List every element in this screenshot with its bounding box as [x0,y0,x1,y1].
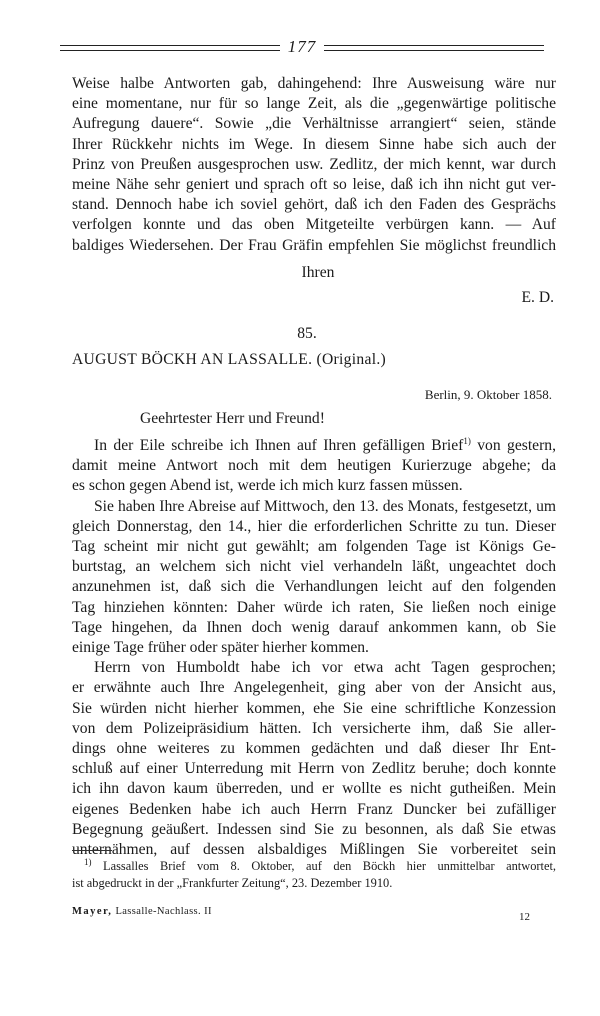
header-rule-right [324,45,544,51]
text-line: er erwähnte auch Ihre Angelegenheit, ging aber von der Ansicht aus, [72,679,556,697]
footnote-marker: 1) [84,856,92,867]
text-line: stand. Dennoch habe ich soviel gehört, daß ich den Faden des Gesprächs [72,196,556,214]
letter-title: AUGUST BÖCKH AN LASSALLE. (Original.) [72,351,387,368]
letter-closing: Ihren [301,264,335,281]
text-line: gleich Donnerstag, den 14., hier die erforderlichen Schritte zu tun. Dieser [72,517,556,535]
text-line: Tag scheint mir nicht gut gewählt; am folgenden Tage ist Königs Ge- [72,538,556,556]
continuation-paragraph [72,74,556,256]
letter-signature: E. D. [521,289,554,306]
text-line: Aufregung dauere“. Sowie „die Verhältnisse arrangiert“ seien, stände [72,115,556,133]
text-line: es schon gegen Abend ist, werde ich mich kurz fassen müssen. [72,477,463,495]
text-line: burtstag, an welchem sich nicht viel verhandeln läßt, ungeachtet doch [72,558,556,576]
letter-number: 85. [297,325,317,342]
signature-author: Mayer, [72,906,113,917]
letter-body [72,436,556,860]
text-line: verfolgen konnte und das oben Mitgeteilte verbürgen kann. — Auf [72,216,556,234]
footnote [72,858,556,892]
text-line: baldiges Wiedersehen. Der Frau Gräfin empfehlen Sie möglichst freundlich [72,236,556,254]
page-number: 177 [287,37,317,56]
sheet-number: 12 [519,911,530,923]
text-line: In der Eile schreibe ich Ihnen auf Ihren gefälligen Brief$^{1)}$ von gestern, [94,435,556,454]
text-line: Sie würden nicht hierher kommen, ehe Sie eine schriftliche Konzession [72,699,556,717]
footnote-marker[interactable]: 1) [463,435,471,446]
text-line: Tag hinziehen könnten: Daher würde ich raten, Sie ließen noch einige [72,598,556,616]
printer-signature-mark [72,906,212,917]
page-header [60,38,544,58]
text-line: anzunehmen ist, daß sich die Verhandlungen leicht auf den folgenden [72,578,556,596]
text-line: schluß auf einer Unterredung mit Herrn von Zedlitz beruhe; doch konnte [72,760,556,778]
letter-salutation: Geehrtester Herr und Freund! [140,410,325,427]
text-line: eine momentane, nur für so lange Zeit, als die „gegenwärtige politische [72,95,556,113]
letter-dateline: Berlin, 9. Oktober 1858. [424,387,552,402]
text-line: eigenes Bedenken habe ich auch Herrn Franz Duncker bei zufälliger [72,800,556,818]
text-line: Prinz von Preußen ausgesprochen usw. Zedlitz, der mich kennt, war durch [72,155,556,173]
text-line: Sie haben Ihre Abreise auf Mittwoch, den 13. des Monats, festgesetzt, um [94,497,556,515]
text-line: Herrn von Humboldt habe ich vor etwa acht Tagen gesprochen; [94,659,556,677]
footnote-separator [72,850,112,851]
text-line: ich ihn davon kaum überreden, und er wollte es nicht gutheißen. Mein [72,780,556,798]
footnote-line: $^{1)}$ Lassalles Brief vom 8. Oktober, auf den Böckh hier unmittelbar antwortet, [84,856,556,873]
text-line: einige Tage früher oder später hierher kommen. [72,639,369,657]
text-line: unternähmen, auf dessen alsbaldiges Mißlingen Sie vorbereitet sein [72,841,556,859]
text-line: Tage hingehen, da Ihnen doch wenig darauf ankommen kann, ob Sie [72,618,556,636]
text-line: meine Nähe sehr geniert und sprach oft so leise, daß ich ihn nicht gut ver- [72,176,556,194]
text-line: damit meine Antwort noch mit dem heutigen Kurierzuge abgehe; da [72,457,556,475]
text-line: Begegnung geäußert. Indessen sind Sie zu besonnen, als daß Sie etwas [72,820,556,838]
text-line: dings ohne weiteres zu kommen gedächten und daß dieser Ihr Ent- [72,740,556,758]
text-line: Weise halbe Antworten gab, dahingehend: Ihre Ausweisung wäre nur [72,75,556,92]
signature-work: Lassalle-Nachlass. II [115,906,212,917]
text-line: von dem Polizeipräsidium hätten. Ich versicherte ihm, daß Sie aller- [72,719,556,737]
text-line: Ihrer Rückkehr nichts im Wege. In diesem Sinne habe sich auch der [72,135,556,153]
footnote-line: ist abgedruckt in der „Frankfurter Zeitung“, 23. Dezember 1910. [72,876,393,890]
